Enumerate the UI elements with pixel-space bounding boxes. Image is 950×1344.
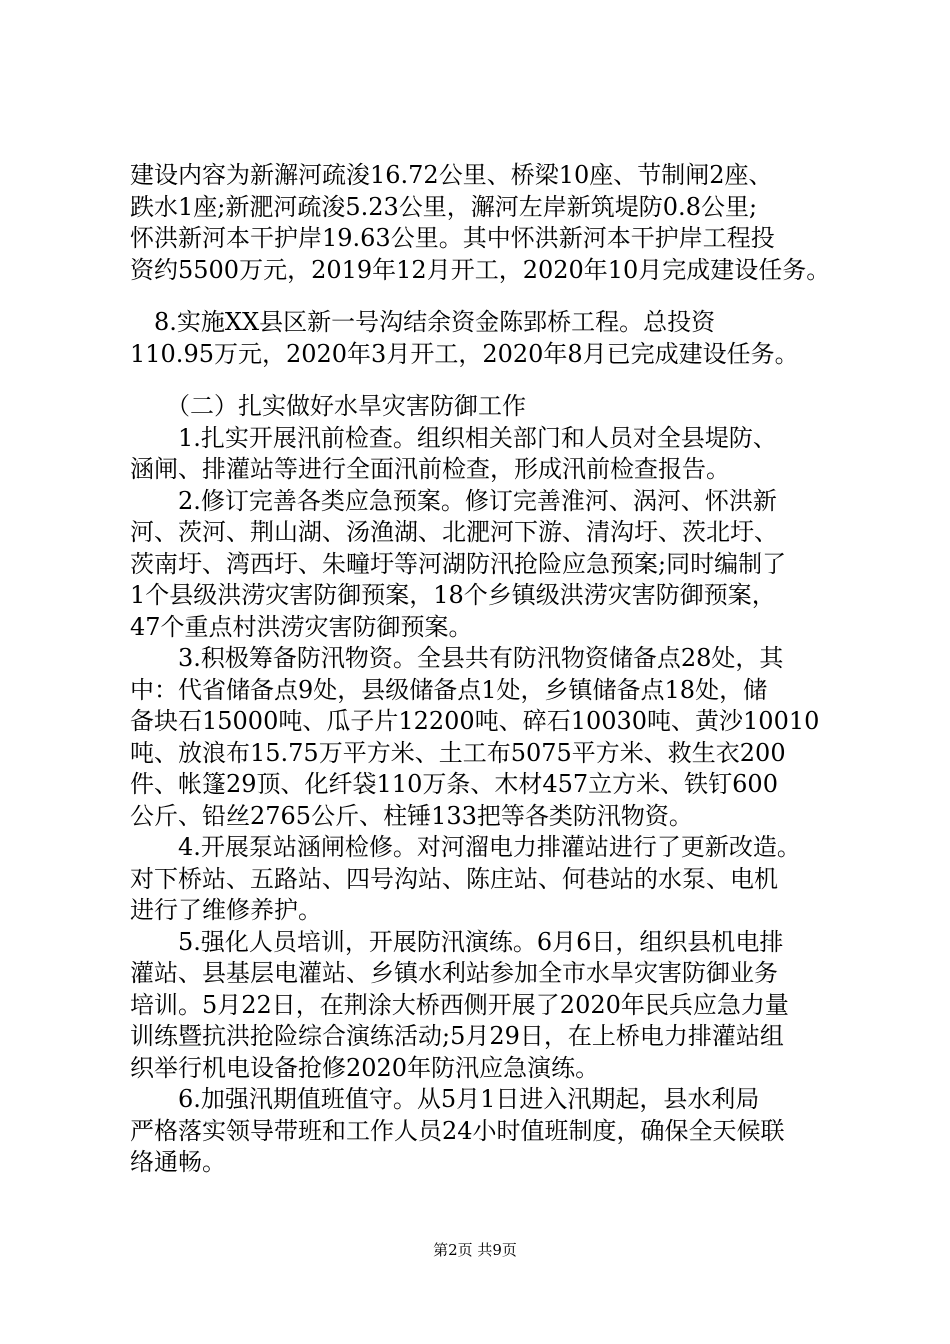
text-line: 1.扎实开展汛前检查。组织相关部门和人员对全县堤防、 — [130, 423, 777, 452]
text-line: 中：代省储备点9处，县级储备点1处，乡镇储备点18处，储 — [130, 675, 768, 704]
text-line: 进行了维修养护。 — [130, 896, 322, 924]
text-line: 严格落实领导带班和工作人员24小时值班制度，确保全天候联 — [130, 1116, 785, 1145]
text-line: 件、帐篷29顶、化纤袋110万条、木材457立方米、铁钉600 — [130, 770, 778, 798]
text-line: 6.加强汛期值班值守。从5月1日进入汛期起，县水利局 — [130, 1085, 760, 1113]
text-line: 河、茨河、荆山湖、汤渔湖、北淝河下游、清沟圩、茨北圩、 — [130, 518, 778, 546]
text-line: 公斤、铅丝2765公斤、柱锤133把等各类防汛物资。 — [130, 801, 693, 830]
text-line: 怀洪新河本干护岸19.63公里。其中怀洪新河本干护岸工程投 — [130, 224, 775, 252]
document-body — [130, 160, 830, 1179]
text-line: 茨南圩、湾西圩、朱疃圩等河湖防汛抢险应急预案;同时编制了 — [130, 549, 787, 578]
page-number-footer: 第2页 共9页 — [433, 1241, 517, 1259]
text-line: 对下桥站、五路站、四号沟站、陈庄站、何巷站的水泵、电机 — [130, 864, 778, 893]
paragraph-gap — [130, 286, 830, 307]
text-line: 1个县级洪涝灾害防御预案，18个乡镇级洪涝灾害防御预案， — [130, 581, 776, 609]
text-line: 建设内容为新澥河疏浚16.72公里、桥梁10座、节制闸2座、 — [130, 161, 773, 189]
text-line: 5.强化人员培训，开展防汛演练。6月6日，组织县机电排 — [130, 927, 784, 956]
text-line: 培训。5月22日，在荆涂大桥西侧开展了2020年民兵应急力量 — [130, 990, 789, 1019]
text-line: 2.修订完善各类应急预案。修订完善淮河、涡河、怀洪新 — [130, 486, 777, 515]
text-line: 4.开展泵站涵闸检修。对河溜电力排灌站进行了更新改造。 — [130, 833, 801, 861]
text-line: 灌站、县基层电灌站、乡镇水利站参加全市水旱灾害防御业务 — [130, 959, 778, 987]
text-line: 110.95万元，2020年3月开工，2020年8月已完成建设任务。 — [130, 339, 799, 368]
text-line: 跌水1座;新淝河疏浚5.23公里，澥河左岸新筑堤防0.8公里; — [130, 192, 758, 221]
text-line: 3.积极筹备防汛物资。全县共有防汛物资储备点28处，其 — [130, 644, 784, 672]
text-line: 络通畅。 — [130, 1148, 226, 1176]
section-heading: （二）扎实做好水旱灾害防御工作 — [130, 392, 526, 420]
text-line: 备块石15000吨、瓜子片12200吨、碎石10030吨、黄沙10010 — [130, 707, 820, 735]
text-line: 资约5500万元，2019年12月开工，2020年10月完成建设任务。 — [130, 255, 831, 284]
text-line: 织举行机电设备抢修2020年防汛应急演练。 — [130, 1053, 600, 1082]
paragraph-gap — [130, 370, 830, 391]
text-line: 训练暨抗洪抢险综合演练活动;5月29日，在上桥电力排灌站组 — [130, 1022, 784, 1050]
text-line: 8.实施XX县区新一号沟结余资金陈郢桥工程。总投资 — [130, 308, 716, 336]
text-line: 47个重点村洪涝灾害防御预案。 — [130, 612, 473, 641]
text-line: 涵闸、排灌站等进行全面汛前检查，形成汛前检查报告。 — [130, 455, 730, 483]
text-line: 吨、放浪布15.75万平方米、土工布5075平方米、救生衣200 — [130, 738, 786, 767]
